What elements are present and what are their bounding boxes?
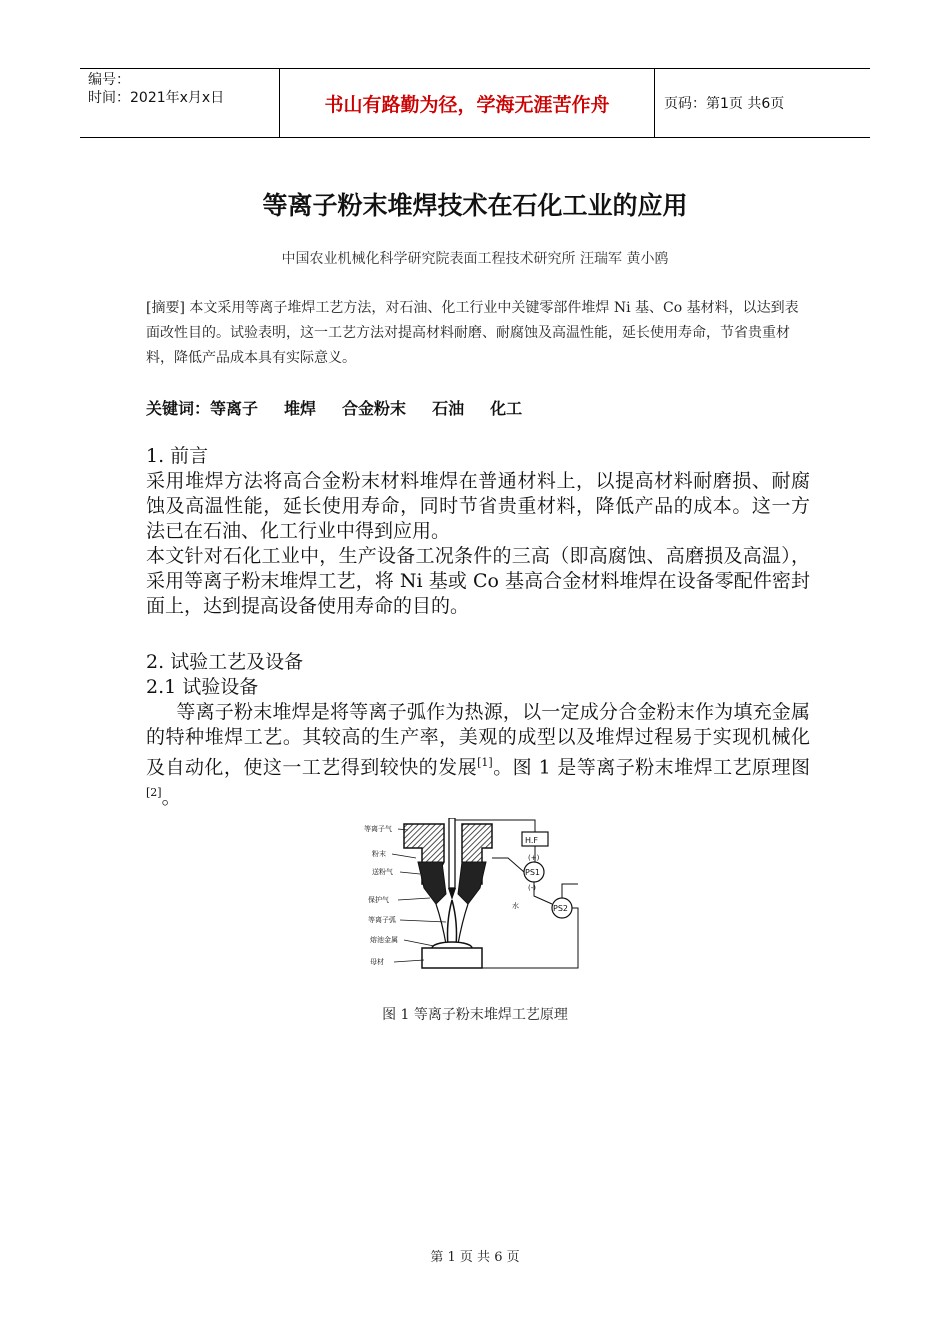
figure-labels xyxy=(364,824,398,966)
label-minus: (-) xyxy=(528,884,536,892)
section-introduction xyxy=(146,444,810,619)
section-heading: 2. 试验工艺及设备 xyxy=(146,651,304,673)
keywords-line xyxy=(146,396,548,419)
paragraph-text: 。图 1 是等离子粉末堆焊工艺原理图 xyxy=(492,756,810,779)
paragraph-text: 。 xyxy=(161,786,181,809)
label-plasma-arc: 等离子弧 xyxy=(368,916,396,924)
keyword: 堆焊 xyxy=(284,399,317,418)
header-motto: 书山有路勤为径，学海无涯苦作舟 xyxy=(280,69,655,137)
page-header xyxy=(80,68,870,138)
label-base-metal: 母材 xyxy=(370,958,384,966)
label-plasma-gas: 等离子气 xyxy=(364,825,392,833)
keyword: 等离子 xyxy=(210,399,259,418)
serial-label: 编号： xyxy=(88,72,130,88)
citation-ref[interactable]: [1] xyxy=(477,756,493,769)
paragraph: 采用堆焊方法将高合金粉末材料堆焊在普通材料上，以提高材料耐磨损、耐腐蚀及高温性能，延长使用寿命，同时节省贵重材料，降低产品的成本。这一方法已在石油、化工行业中得到应用。 xyxy=(146,470,810,542)
label-plus: (+) xyxy=(528,854,540,862)
torch-body xyxy=(404,818,492,968)
label-ps2: PS2 xyxy=(553,904,568,913)
paragraph xyxy=(146,700,810,811)
label-ps1: PS1 xyxy=(525,868,540,877)
article-authors: 中国农业机械化科学研究院表面工程技术研究所 汪瑞军 黄小鸥 xyxy=(281,251,669,267)
plasma-torch-diagram xyxy=(362,818,588,974)
label-carrier-gas: 送粉气 xyxy=(372,868,393,876)
paragraph-text: 等离子粉末堆焊是将等离子弧作为热源，以一定成分合金粉末作为填充金属的特种堆焊工艺。其较高的生产率，美观的成型以及堆焊过程易于实现机械化及自动化，使这一工艺得到较快的发展 xyxy=(146,701,810,779)
keywords-label: 关键词： xyxy=(146,399,211,418)
paragraph: 本文针对石化工业中，生产设备工况条件的三高（即高腐蚀、高磨损及高温），采用等离子粉末堆焊工艺，将 Ni 基或 Co 基高合金材料堆焊在设备零配件密封面上，达到提高设备使用寿命的目的。 xyxy=(146,545,810,617)
label-molten-pool: 熔池金属 xyxy=(370,936,398,944)
label-hf: H.F xyxy=(525,836,539,845)
citation-ref[interactable]: [2] xyxy=(146,786,162,800)
figure-caption: 图 1 等离子粉末堆焊工艺原理 xyxy=(382,1007,568,1023)
section-heading: 1. 前言 xyxy=(146,445,209,467)
header-meta xyxy=(80,69,280,137)
label-water: 水 xyxy=(512,902,519,910)
date-line: 时间：2021年x月x日 xyxy=(88,90,225,106)
label-powder: 粉末 xyxy=(372,850,386,858)
keyword: 化工 xyxy=(490,399,523,418)
page-footer: 第 1 页 共 6 页 xyxy=(430,1250,520,1265)
section-process xyxy=(146,650,810,811)
article-title: 等离子粉末堆焊技术在石化工业的应用 xyxy=(262,191,688,220)
keyword: 合金粉末 xyxy=(342,399,407,418)
header-page-info: 页码：第1页 共6页 xyxy=(664,96,785,112)
label-shield-gas: 保护气 xyxy=(368,896,389,904)
figure-plasma-diagram xyxy=(362,818,588,974)
subsection-heading: 2.1 试验设备 xyxy=(146,676,259,698)
article-abstract: [摘要] 本文采用等离子堆焊工艺方法，对石油、化工行业中关键零部件堆焊 Ni 基、Co 基材料，以达到表面改性目的。试验表明，这一工艺方法对提高材料耐磨、耐腐蚀及高温性能，延长使用寿命，节省贵重材料，降低产品成本具有实际意义。 xyxy=(146,300,799,366)
keyword: 石油 xyxy=(432,399,465,418)
